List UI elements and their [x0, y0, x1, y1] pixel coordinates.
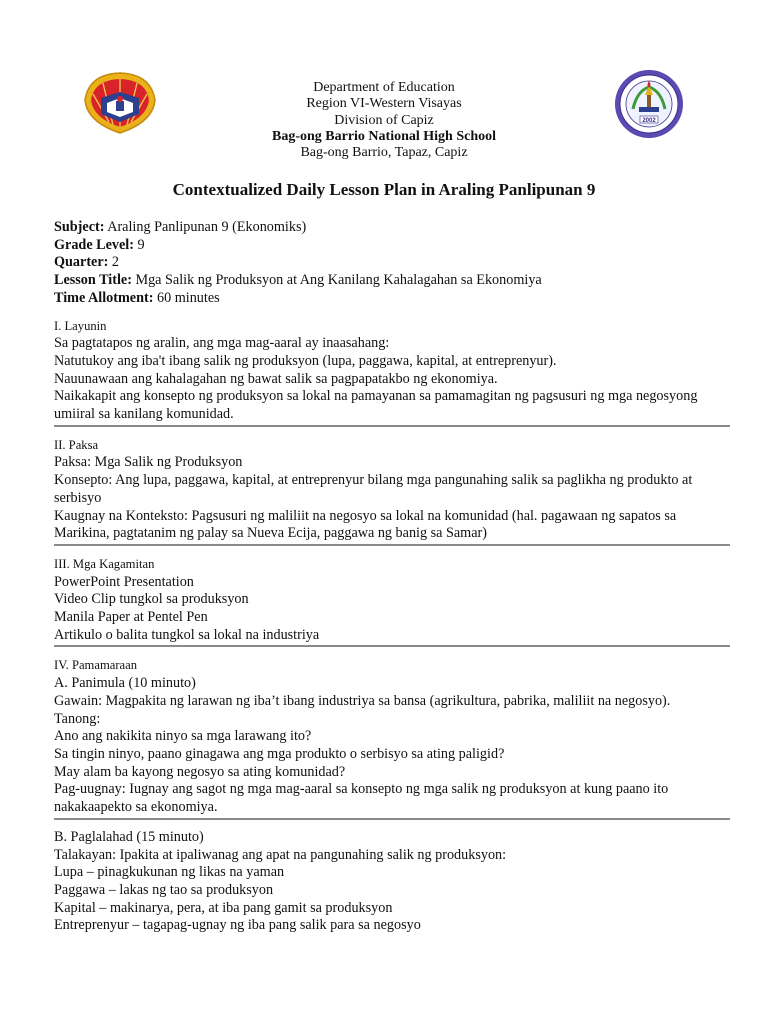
kagamitan-item: Video Clip tungkol sa produksyon — [54, 591, 249, 608]
panimula-line: Pag-uugnay: Iugnay ang sagot ng mga mag-aaral sa konsepto ng mga salik ng produksyon at kung paano ito nakakaapekto sa ekonomiya. — [54, 781, 669, 816]
panimula-line: May alam ba kayong negosyo sa ating komunidad? — [54, 763, 346, 780]
section-divider — [54, 645, 730, 647]
paglalahad-heading: B. Paglalahad (15 minuto) — [54, 828, 204, 845]
header-line-3: Division of Capiz — [334, 112, 434, 128]
section-divider — [54, 425, 730, 427]
paglalahad-line: Paggawa – lakas ng tao sa produksyon — [54, 881, 274, 898]
paksa-line: Konsepto: Ang lupa, paggawa, kapital, at entreprenyur bilang mga pangunahing salik sa paglikha ng produkto at serbisyo — [54, 472, 693, 506]
paglalahad-line: Talakayan: Ipakita at ipaliwanag ang apat na pangunahing salik ng produksyon: — [54, 846, 507, 863]
spacer — [54, 820, 730, 829]
panimula-line: Ano ang nakikita ninyo sa mga larawang ito? — [54, 728, 312, 745]
panimula-heading: A. Panimula (10 minuto) — [54, 675, 196, 692]
header-line-1: Department of Education — [313, 80, 455, 95]
section-divider — [54, 544, 730, 546]
paksa-line: Kaugnay na Konteksto: Pagsusuri ng maliliit na negosyo sa lokal na komunidad (hal. pagawaan ng sapatos sa Marikina, pagtatanim ng palay sa Nueva Ecija, paggawa ng banig sa Samar) — [54, 507, 677, 542]
section-heading-pamamaraan: IV. Pamamaraan — [54, 658, 137, 673]
meta-lesson-title: Lesson Title: Mga Salik ng Produksyon at Ang Kanilang Kahalagahan sa Ekonomiya — [54, 272, 542, 289]
panimula-line: Gawain: Magpakita ng larawan ng iba’t ibang industriya sa bansa (agrikultura, pabrika, maliliit na negosyo). — [54, 692, 671, 709]
paksa-line: Paksa: Mga Salik ng Produksyon — [54, 454, 243, 471]
layunin-line: Sa pagtatapos ng aralin, ang mga mag-aaral ay inaasahang: — [54, 335, 390, 352]
kagamitan-item: PowerPoint Presentation — [54, 573, 194, 590]
document-title: Contextualized Daily Lesson Plan in Araling Panlipunan 9 — [172, 180, 596, 199]
paglalahad-line: Kapital – makinarya, pera, at iba pang gamit sa produksyon — [54, 899, 393, 916]
meta-grade: Grade Level: 9 — [54, 236, 145, 253]
paglalahad-line: Entreprenyur – tagapag-ugnay ng iba pang salik para sa negosyo — [54, 917, 421, 934]
section-heading-kagamitan: III. Mga Kagamitan — [54, 556, 155, 571]
layunin-line: Natutukoy ang iba't ibang salik ng produksyon (lupa, paggawa, kapital, at entreprenyur). — [54, 352, 557, 369]
kagamitan-item: Artikulo o balita tungkol sa lokal na industriya — [54, 626, 320, 643]
meta-subject: Subject: Araling Panlipunan 9 (Ekonomiks) — [54, 219, 307, 235]
kagamitan-item: Manila Paper at Pentel Pen — [54, 609, 208, 626]
panimula-line: Sa tingin ninyo, paano ginagawa ang mga produkto o serbisyo sa ating paligid? — [54, 745, 505, 762]
layunin-line: Naikakapit ang konsepto ng produksyon sa lokal na pamayanan sa pamamagitan ng pagsusuri ng mga negosyong umiiral sa kanilang komunidad. — [54, 388, 698, 423]
letterhead — [0, 80, 768, 161]
seal-year: 2002 — [642, 118, 656, 124]
paglalahad-line: Lupa – pinagkukunan ng likas na yaman — [54, 864, 285, 881]
meta-quarter: Quarter: 2 — [54, 254, 120, 271]
panimula-line: Tanong: — [54, 710, 101, 727]
header-line-2: Region VI-Western Visayas — [306, 96, 462, 112]
school-name: Bag-ong Barrio National High School — [271, 128, 497, 144]
section-heading-paksa: II. Paksa — [54, 437, 99, 452]
school-address: Bag-ong Barrio, Tapaz, Capiz — [300, 145, 468, 161]
lesson-plan-body — [54, 219, 730, 935]
layunin-line: Nauunawaan ang kahalagahan ng bawat salik sa pagpapatakbo ng ekonomiya. — [54, 370, 498, 387]
meta-time-allotment: Time Allotment: 60 minutes — [54, 289, 220, 306]
section-heading-layunin: I. Layunin — [54, 318, 107, 333]
